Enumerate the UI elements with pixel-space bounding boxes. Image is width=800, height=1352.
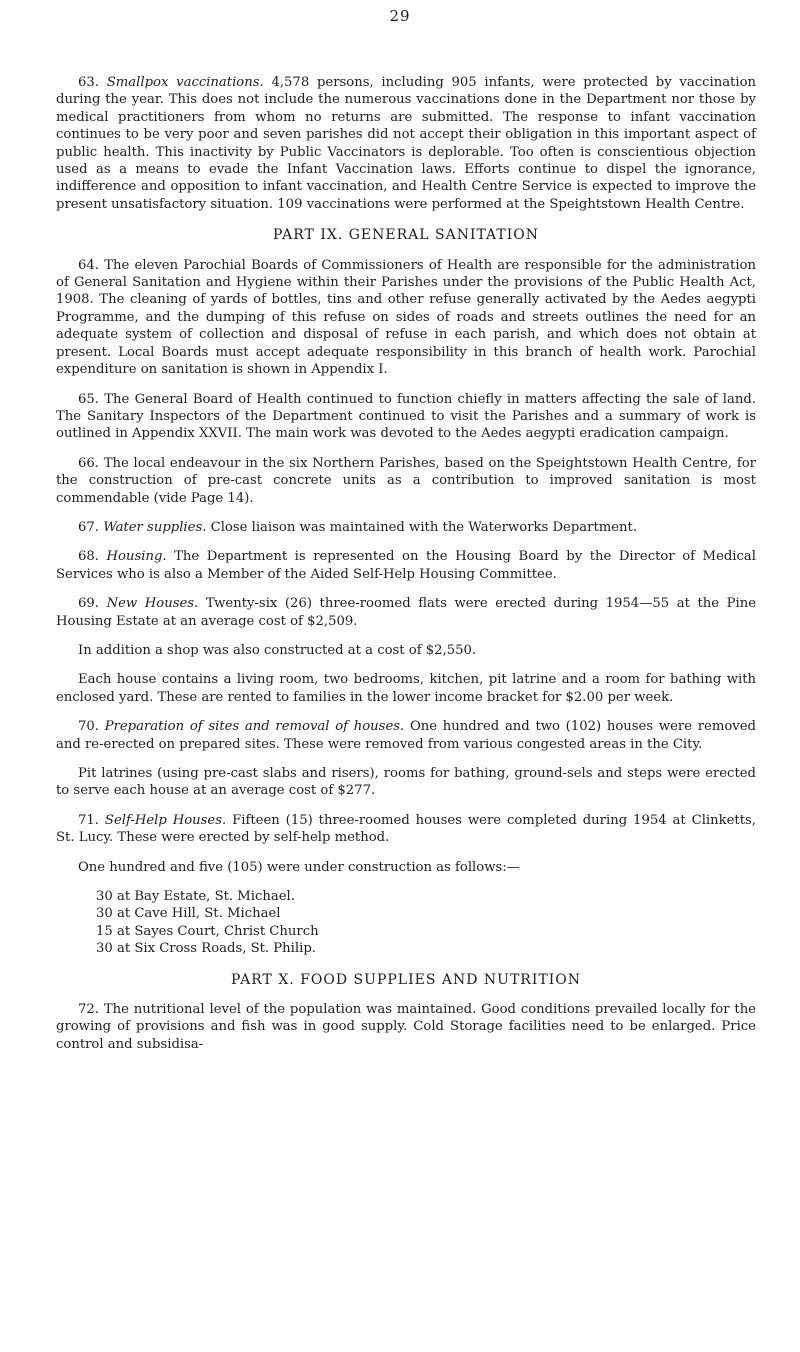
paragraph-number: 70. bbox=[78, 719, 99, 735]
construction-list bbox=[96, 888, 756, 958]
document-body bbox=[56, 74, 756, 1065]
paragraph-number: 69. bbox=[78, 596, 99, 612]
paragraph-title: New Houses. bbox=[106, 596, 199, 612]
paragraph-72 bbox=[56, 1001, 756, 1053]
paragraph-number: 71. bbox=[78, 812, 99, 828]
paragraph-69 bbox=[56, 595, 756, 630]
paragraph-70-continued: Pit latrines (using pre-cast slabs and risers), rooms for bathing, ground-sels and steps were erected to serve each house at an average cost of $277. bbox=[56, 766, 756, 799]
paragraph-number: 63. bbox=[78, 75, 99, 90]
section-heading-part-9: PART IX. GENERAL SANITATION bbox=[273, 227, 539, 244]
paragraph-title: Self-Help Houses. bbox=[104, 812, 227, 828]
paragraph-65 bbox=[56, 391, 756, 443]
list-item: 30 at Bay Estate, St. Michael. bbox=[96, 889, 295, 905]
paragraph-71 bbox=[56, 812, 756, 847]
paragraph-69-continued: Each house contains a living room, two bedrooms, kitchen, pit latrine and a room for bathing with enclosed yard. These are rented to families in the lower income bracket for $2.00 per week. bbox=[56, 672, 756, 705]
paragraph-title: Smallpox vaccinations. bbox=[106, 75, 264, 90]
paragraph-number: 66. bbox=[78, 455, 99, 471]
page-number: 29 bbox=[389, 7, 411, 25]
list-item: 30 at Six Cross Roads, St. Philip. bbox=[96, 941, 316, 957]
list-item: 30 at Cave Hill, St. Michael bbox=[96, 906, 281, 922]
paragraph-67 bbox=[56, 519, 756, 536]
section-heading-part-10: PART X. FOOD SUPPLIES AND NUTRITION bbox=[231, 971, 581, 988]
paragraph-68 bbox=[56, 548, 756, 583]
paragraph-66 bbox=[56, 455, 756, 507]
paragraph-number: 72. bbox=[78, 1002, 99, 1018]
paragraph-number: 67. bbox=[78, 519, 99, 535]
paragraph-text: The local endeavour in the six Northern Parishes, based on the Speightstown Health Centre, for the construction of pre-cast concrete units as a contribution to improved sanitation is most commendable (vide Page 14). bbox=[56, 455, 756, 506]
paragraph-69-continued: In addition a shop was also constructed at a cost of $2,550. bbox=[78, 642, 477, 658]
paragraph-71-continued: One hundred and five (105) were under construction as follows:— bbox=[78, 859, 520, 875]
paragraph-text: The General Board of Health continued to function chiefly in matters affecting the sale of land. The Sanitary Inspectors of the Department continued to visit the Parishes and a summary of work is outlined in Appendix XXVII. The main work was devoted to the Aedes aegypti eradication campaign. bbox=[56, 391, 756, 442]
paragraph-number: 64. bbox=[78, 257, 99, 273]
paragraph-text: The Department is represented on the Housing Board by the Director of Medical Services who is also a Member of the Aided Self-Help Housing Committee. bbox=[56, 549, 756, 582]
paragraph-text: Fifteen (15) three-roomed houses were completed during 1954 at Clinketts, St. Lucy. These were erected by self-help method. bbox=[56, 812, 756, 846]
paragraph-text: Twenty-six (26) three-roomed flats were erected during 1954—55 at the Pine Housing Estate at an average cost of $2,509. bbox=[56, 596, 757, 629]
paragraph-number: 65. bbox=[78, 391, 99, 407]
paragraph-text: Close liaison was maintained with the Waterworks Department. bbox=[210, 519, 638, 535]
paragraph-title: Water supplies. bbox=[103, 519, 207, 535]
paragraph-text: One hundred and two (102) houses were removed and re-erected on prepared sites. These were removed from various congested areas in the City. bbox=[56, 719, 756, 752]
paragraph-text: The eleven Parochial Boards of Commissioners of Health are responsible for the administration of General Sanitation and Hygiene within their Parishes under the provisions of the Public Health Act, 1908. The cleaning of yards of bottles, tins and other refuse generally activated by the Aedes aegypti Programme, and the dumping of this refuse on sides of roads and streets outlines the need for an adequate system of collection and disposal of refuse in each parish, and which does not obtain at present. Local Boards must accept adequate responsibility in this branch of health work. Parochial expenditure on sanitation is shown in Appendix I. bbox=[56, 257, 756, 378]
paragraph-title: Preparation of sites and removal of houses. bbox=[104, 719, 405, 735]
list-item: 15 at Sayes Court, Christ Church bbox=[96, 923, 319, 939]
paragraph-title: Housing. bbox=[106, 549, 167, 565]
paragraph-number: 68. bbox=[78, 549, 99, 565]
paragraph-70 bbox=[56, 718, 756, 753]
paragraph-63 bbox=[56, 74, 756, 213]
paragraph-text: The nutritional level of the population was maintained. Good conditions prevailed locally for the growing of provisions and fish was in good supply. Cold Storage facilities need to be enlarged. Price control and subsidisa- bbox=[56, 1002, 756, 1052]
paragraph-text: 4,578 persons, including 905 infants, were protected by vaccination during the year. This does not include the numerous vaccinations done in the Department nor those by medical practitioners from whom no returns are submitted. The response to infant vaccination continues to be very poor and seven parishes did not accept their obligation in this important aspect of public health. This inactivity by Public Vaccinators is deplorable. Too often is conscientious objection used as a means to evade the Infant Vaccination laws. Efforts continue to dispel the ignorance, indifference and opposition to infant vaccination, and Health Centre Service is expected to improve the present unsatisfactory situation. 109 vaccinations were performed at the Speightstown Health Centre. bbox=[56, 75, 757, 212]
paragraph-64 bbox=[56, 257, 756, 379]
